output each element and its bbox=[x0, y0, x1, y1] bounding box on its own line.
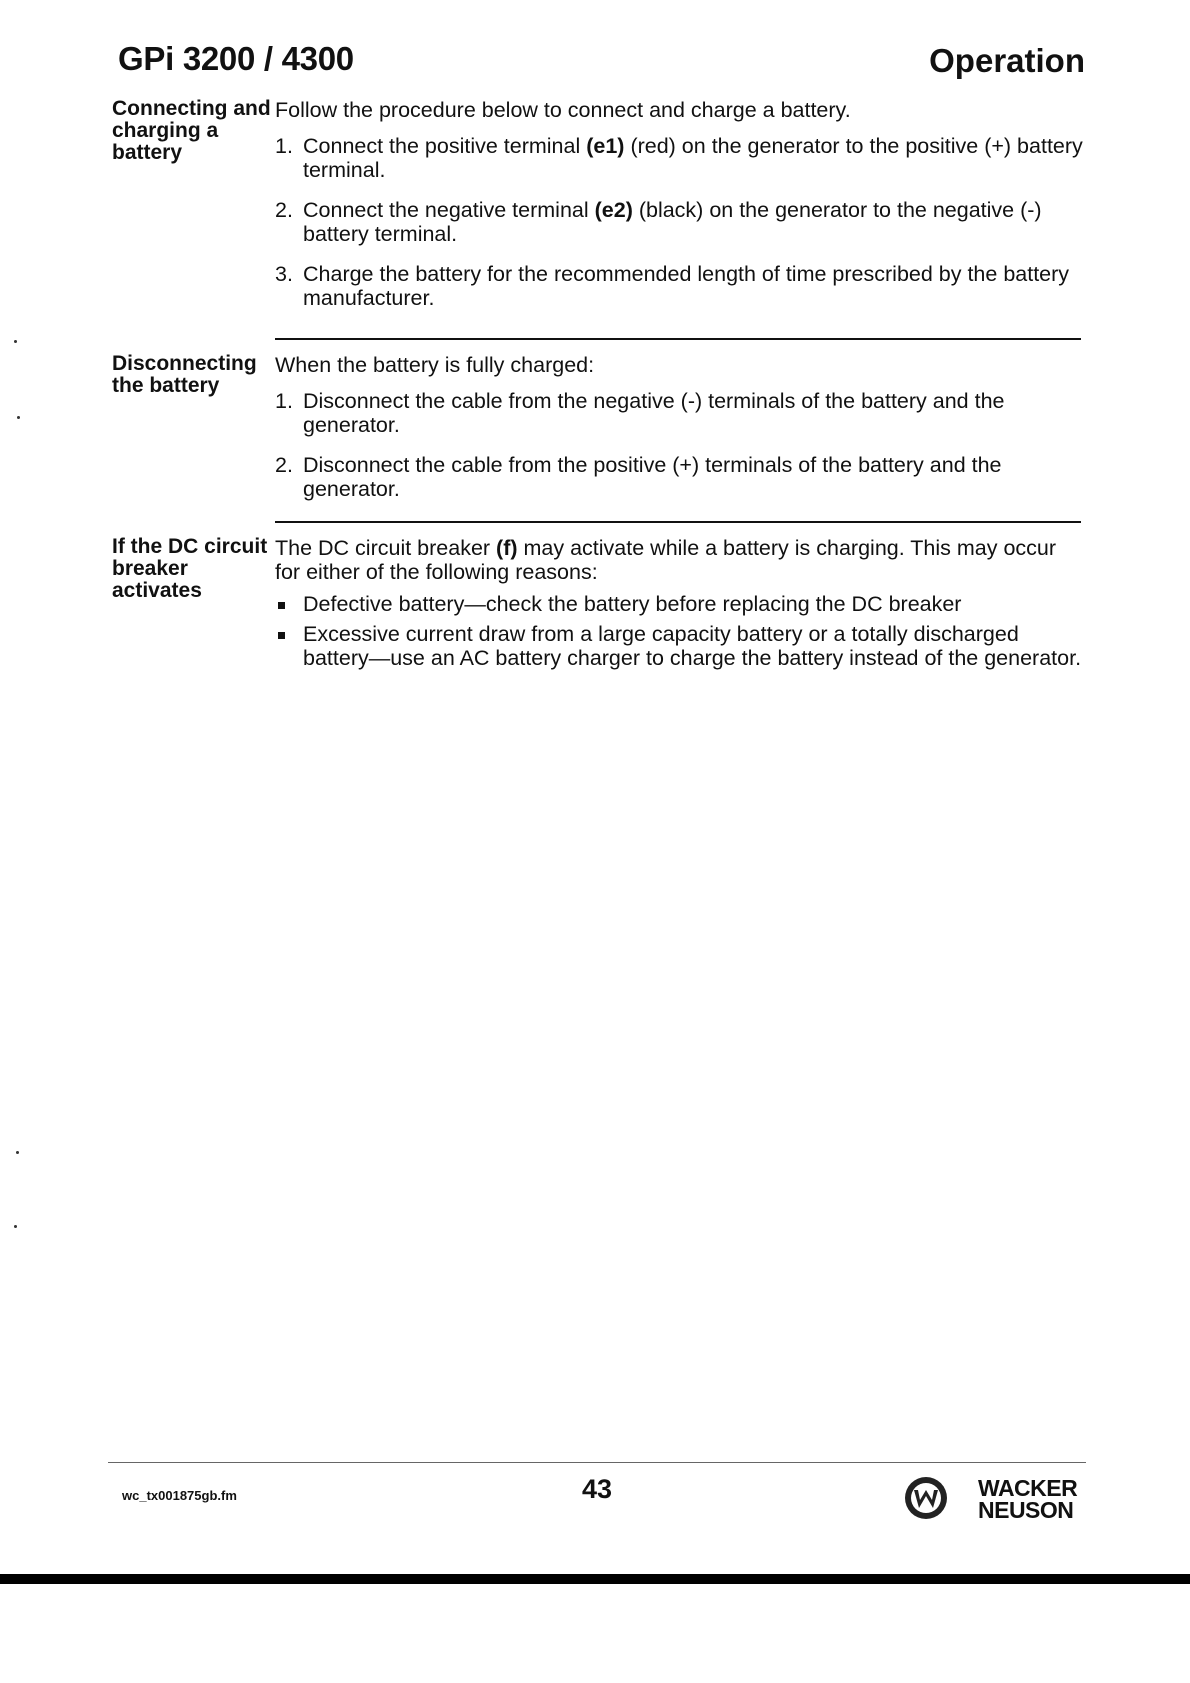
side-heading: Disconnecting the battery bbox=[112, 352, 257, 397]
scan-speck bbox=[14, 1225, 17, 1228]
bullet-icon bbox=[278, 602, 285, 609]
side-heading: Connecting and charging a battery bbox=[112, 97, 271, 164]
scan-edge-bar bbox=[0, 1574, 1190, 1584]
list-item: 1. Connect the positive terminal (e1) (red) on the generator to the positive (+) battery terminal. bbox=[275, 134, 1083, 182]
brand-logo-icon bbox=[903, 1475, 949, 1521]
footer-divider bbox=[108, 1462, 1086, 1463]
scan-speck bbox=[17, 416, 20, 419]
model-title: GPi 3200 / 4300 bbox=[118, 40, 354, 77]
section-divider bbox=[275, 338, 1081, 340]
section-body bbox=[275, 98, 1085, 326]
section-title: Operation bbox=[929, 42, 1085, 79]
bullet-list bbox=[275, 592, 1085, 670]
list-item: Defective battery—check the battery before replacing the DC breaker bbox=[275, 592, 1085, 616]
intro-text: Follow the procedure below to connect and charge a battery. bbox=[275, 98, 851, 122]
scan-speck bbox=[14, 340, 17, 343]
step-list bbox=[275, 389, 1085, 501]
list-item: 2. Connect the negative terminal (e2) (black) on the generator to the negative (-) battery terminal. bbox=[275, 198, 1042, 246]
step-list bbox=[275, 134, 1085, 310]
list-item: Excessive current draw from a large capacity battery or a totally discharged battery—use an AC battery charger to charge the battery instead of the generator. bbox=[275, 622, 1085, 670]
section-body bbox=[275, 353, 1085, 517]
side-heading: If the DC circuit breaker activates bbox=[112, 535, 268, 602]
scan-speck bbox=[16, 1151, 19, 1154]
intro-text: The DC circuit breaker (f) may activate while a battery is charging. This may occur for either of the following reasons: bbox=[275, 536, 1057, 584]
list-item: 3. Charge the battery for the recommended length of time prescribed by the battery manufacturer. bbox=[275, 262, 1070, 310]
section-divider bbox=[275, 521, 1081, 523]
footer-filename: wc_tx001875gb.fm bbox=[122, 1488, 237, 1503]
bullet-icon bbox=[278, 632, 285, 639]
list-item: 2. Disconnect the cable from the positive (+) terminals of the battery and the generator. bbox=[275, 453, 1002, 501]
list-item: 1. Disconnect the cable from the negative (-) terminals of the battery and the generator. bbox=[275, 389, 1005, 437]
section-body bbox=[275, 536, 1085, 676]
page-number: 43 bbox=[582, 1474, 613, 1504]
intro-text: When the battery is fully charged: bbox=[275, 353, 595, 377]
brand-logo-text: WACKER NEUSON bbox=[978, 1475, 1078, 1523]
